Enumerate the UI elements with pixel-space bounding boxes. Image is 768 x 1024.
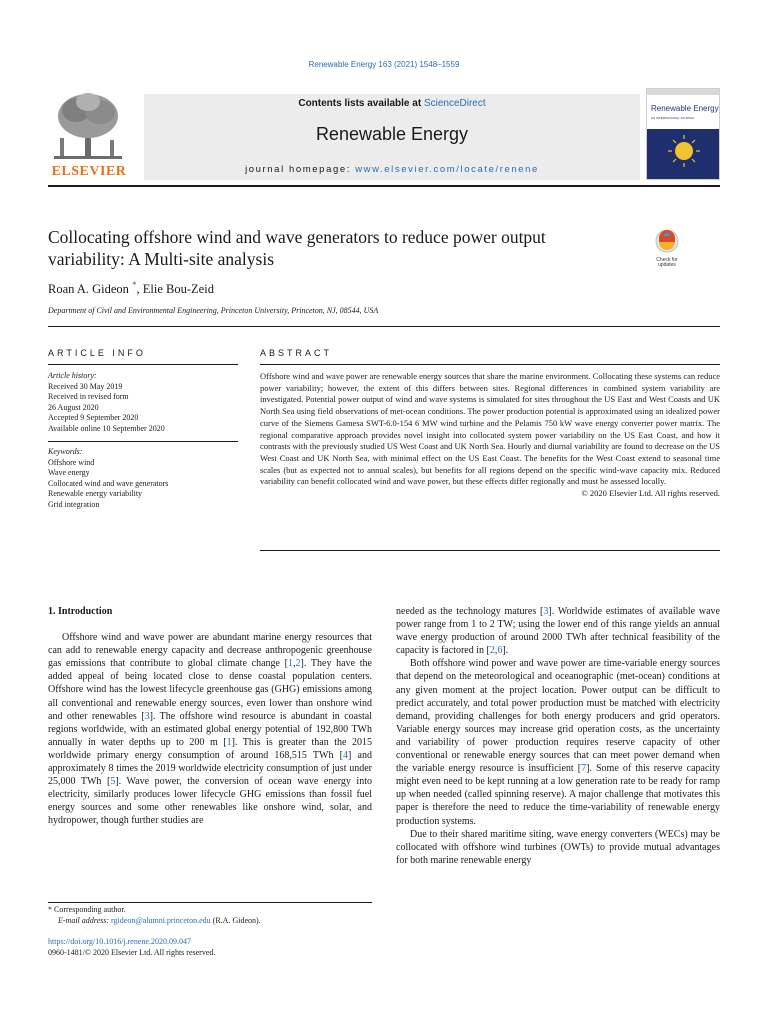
abstract-copyright: © 2020 Elsevier Ltd. All rights reserved. [581, 488, 720, 499]
homepage-prefix: journal homepage: [245, 164, 356, 175]
crossmark-icon [649, 228, 685, 256]
issn-line: 0960-1481/© 2020 Elsevier Ltd. All rights reserved. [48, 947, 216, 957]
article-footer [48, 937, 215, 958]
footnote [48, 902, 372, 926]
author-bou-zeid[interactable]: , Elie Bou-Zeid [136, 282, 214, 297]
author-gideon[interactable]: Roan A. Gideon [48, 282, 129, 297]
elsevier-wordmark: ELSEVIER [51, 164, 127, 179]
author-email-link[interactable]: rgideon@alumni.princeton.edu [111, 915, 211, 925]
keyword-item: Collocated wind and wave generators [48, 478, 169, 488]
journal-citation[interactable]: Renewable Energy 163 (2021) 1548–1559 [308, 60, 460, 69]
elsevier-logo[interactable] [48, 90, 130, 180]
reference-link[interactable]: 4 [343, 749, 349, 761]
body-paragraph: Offshore wind and wave power are abundant marine energy resources that can add to renewable energy capacity and decrease anthropogenic greenhouse gas emissions that contribute to global climate change [1,2]. They have the added appeal of being located close to dense coastal population centers. Offshore wind has the lowest lifecycle greenhouse gas (GHG) emissions among all conventional and renewable energy sources, even lower than onshore wind and other renewables [3]. The offshore wind resource is abundant in coastal regions worldwide, with an estimated global energy potential of 192,800 TWh annually in water depths up to 200 m [1]. This is greater than the 2015 worldwide primary energy consumption of around 168,515 TWh [4] and approximately 8 times the 2019 worldwide electricity consumption of just under 25,000 TWh [5]. Wave power, the conversion of ocean wave energy into electricity, similarly produces lower lifecycle GHG emissions than fossil fuel energy sources and some other renewables like onshore wind, solar, and hydropower, though further studies are [48, 632, 372, 827]
article-info [48, 364, 238, 510]
body-column-right [396, 605, 720, 867]
journal-masthead [48, 88, 720, 180]
contents-prefix: Contents lists available at [298, 98, 424, 109]
email-suffix: (R.A. Gideon). [210, 915, 261, 925]
reference-link[interactable]: 2 [489, 645, 495, 657]
journal-cover[interactable] [646, 88, 720, 180]
history-line: Received 30 May 2019 [48, 381, 123, 391]
reference-link[interactable]: 1 [288, 658, 294, 670]
elsevier-tree-icon [50, 90, 126, 162]
doi-link[interactable]: https://doi.org/10.1016/j.renene.2020.09.047 [48, 937, 191, 946]
sciencedirect-link[interactable]: ScienceDirect [423, 98, 486, 109]
abstract [260, 364, 720, 500]
history-line: Received in revised form [48, 392, 129, 401]
body-paragraph: Both offshore wind power and wave power are time-variable energy sources that depend on the meteorological and oceanographic (met-ocean) conditions at any given moment at the project location. Power output can be difficult to predict accurately, and total power production must be matched with electricity demand, providing challenges for both energy producers and grid operators. Variable energy sources may increase grid operation costs, as the uncertainty and variability of power production requires reserve capacity of other conventional or renewable energy sources that can meet power demand when the variable energy resource is insufficient [7]. Some of this reserve capacity might even need to be kept running at a low generation rate to be ready for ramp up when needed (called spinning reserve). A major challenge that motivates this paper is therefore the need to reduce the time-variability of renewable energy production systems. [396, 658, 720, 827]
corresponding-author-mark[interactable]: * [132, 280, 137, 290]
crossmark-label [649, 258, 685, 268]
footnote-corresponding-text: Corresponding author. [52, 905, 126, 914]
affiliation: Department of Civil and Environmental Engineering, Princeton University, Princeton, NJ, 08544, USA [48, 306, 379, 315]
reference-link[interactable]: 5 [110, 776, 116, 788]
keywords-block [48, 441, 238, 510]
footnote-email-line [48, 916, 372, 927]
cover-sun-icon [647, 129, 720, 180]
journal-band [144, 94, 640, 180]
article-info-heading: ARTICLE INFO [48, 348, 146, 358]
masthead-rule [48, 185, 720, 187]
reference-link[interactable]: 6 [497, 645, 503, 657]
reference-link[interactable]: 3 [144, 710, 150, 722]
contents-line [144, 98, 640, 109]
article-title: Collocating offshore wind and wave generators to reduce power output variability: A Multi-site analysis [48, 227, 546, 269]
reference-link[interactable]: 7 [581, 763, 587, 775]
cover-art [647, 129, 720, 180]
journal-name: Renewable Energy [315, 124, 469, 144]
cover-top-strip [647, 89, 719, 95]
reference-link[interactable]: 3 [543, 606, 549, 617]
author-list [48, 280, 214, 297]
cover-subtitle: AN INTERNATIONAL JOURNAL [651, 116, 695, 120]
footnote-corresponding [48, 905, 372, 916]
footnote-mark: * [48, 905, 52, 914]
reference-link[interactable]: 1 [226, 736, 232, 748]
keyword-item: Grid integration [48, 499, 100, 509]
history-line: 26 August 2020 [48, 402, 99, 412]
cover-title: Renewable Energy [651, 104, 719, 113]
homepage-line [144, 164, 640, 175]
history-line: Available online 10 September 2020 [48, 423, 165, 433]
abstract-heading: ABSTRACT [260, 348, 333, 358]
crossmark-label-line-2: updates [658, 262, 676, 268]
keyword-item: Offshore wind [48, 457, 95, 467]
keywords-label: Keywords: [48, 447, 83, 456]
check-for-updates-button[interactable] [649, 228, 685, 268]
article-history-label: Article history: [48, 371, 97, 380]
abstract-text: Offshore wind and wave power are renewable energy sources that share the marine environment. Collocating these systems can reduce power variability; however, the extent of this differs between sites. Regional differences in combined system variability are investigated. Potential power output of wind and wave systems is simulated for sites throughout the US East and West Coasts and UK North Sea using field observations of met-ocean conditions. The power production potential is approximated using an idealized power curve of the Siemens Gamesa SWT-6.0-154 6 MW wind turbine and the Pelamis 750 kW wave energy converter power matrix. The regional comparative approach provides novel insight into collocated system power variability on the US East Coast, and how it contrasts with the previously studied US West Coast and UK North Sea. Hourly and diurnal variability are found to decrease on the US West Coast and UK North Sea, with minimal effect on the US East Coast. The benefits for the West Coast extend to seasonal time scales (but as expected not to annual scales), but benefits for all regions depend on the specific wind-wave capacity mix. Reduced variability can benefit collocated wind and wave power, but these effects differ regionally and must be assessed locally. [260, 371, 720, 487]
body-paragraph: needed as the technology matures [3]. Worldwide estimates of available wave power range from 1 to 2 TW; using the lower end of this range yields an annual wave energy production of around 2000 TWh after technical feasibility of the capacity is factored in [2,6]. [396, 606, 720, 657]
reference-link[interactable]: 2 [295, 658, 301, 670]
abstract-rule [260, 550, 720, 551]
homepage-link[interactable]: www.elsevier.com/locate/renene [355, 164, 539, 175]
email-label: E-mail address: [58, 915, 112, 925]
body-paragraph: Due to their shared maritime siting, wave energy converters (WECs) may be collocated with offshore wind turbines (OWTs) to provide mutual advantages for both marine renewable energy [396, 828, 720, 866]
crossmark-label-line-1: Check for [656, 257, 678, 263]
header-rule [48, 326, 720, 327]
section-heading-introduction: 1. Introduction [48, 606, 113, 617]
body-column-left [48, 605, 372, 828]
history-line: Accepted 9 September 2020 [48, 413, 139, 422]
keyword-item: Wave energy [48, 468, 90, 477]
keyword-item: Renewable energy variability [48, 489, 143, 498]
